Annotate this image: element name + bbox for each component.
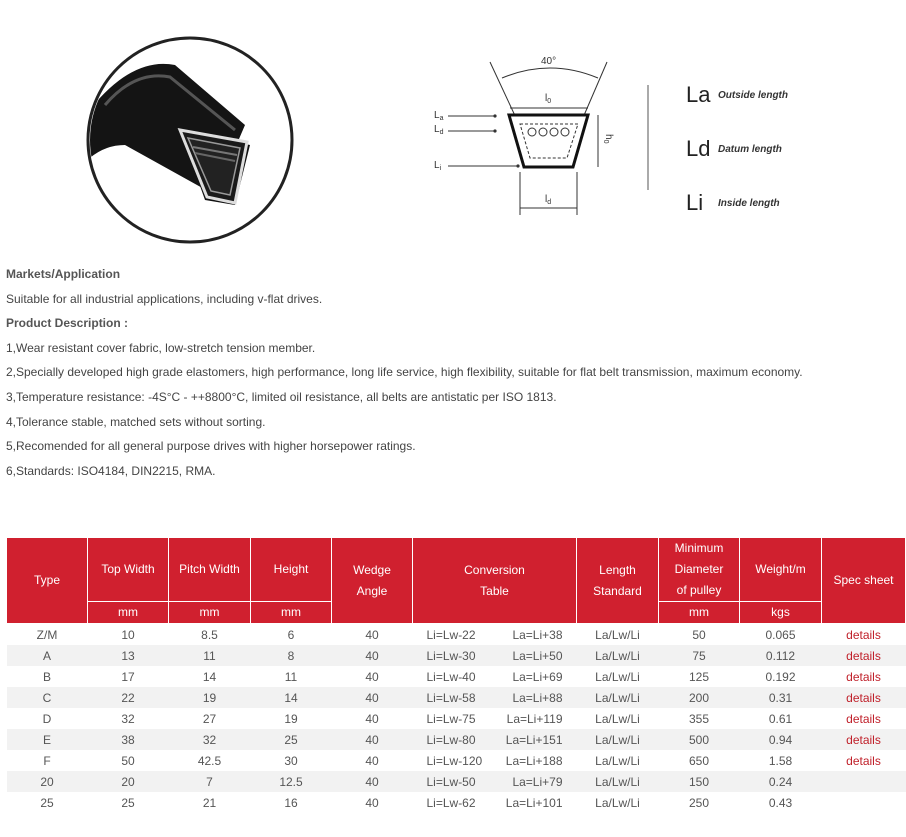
cross-section-diagram: [420, 40, 660, 230]
cell-type: Z/M: [36, 627, 58, 642]
legend-symbol: Li: [686, 190, 704, 215]
cell-pitch-width: 32: [169, 729, 251, 750]
cell-top-width: 10: [121, 627, 135, 642]
cell-spec-sheet[interactable]: details: [822, 645, 906, 666]
cell-length-standard: La/Lw/Li: [577, 687, 659, 708]
cell-weight: 0.112: [740, 645, 822, 666]
cell-pitch-width: 11: [169, 645, 251, 666]
description-item: 2,Specially developed high grade elastomers, high performance, long life service, high flexibility, suitable for flat belt transmission, maximum economy.: [6, 365, 803, 380]
cell-type: C: [7, 687, 88, 708]
cell-length-standard: La/Lw/Li: [595, 627, 640, 642]
cell-top-width: 32: [121, 711, 135, 726]
header-pitch-width: Pitch Width: [169, 538, 251, 602]
cell-conversion: [413, 750, 577, 771]
height-label: $h_0$: [602, 134, 614, 144]
unit-top-width: mm: [88, 602, 169, 624]
cell-weight: 0.61: [768, 711, 793, 726]
cell-height: 8: [251, 645, 332, 666]
table-row: [7, 729, 906, 750]
cell-length-standard: La/Lw/Li: [577, 729, 659, 750]
cell-top-width: 22: [88, 687, 169, 708]
cell-height: 30: [284, 753, 298, 768]
v-belt-image: [85, 35, 295, 245]
header-spec-sheet: Spec sheet: [822, 538, 906, 624]
cell-top-width: 17: [121, 669, 135, 684]
cell-top-width: 13: [88, 645, 169, 666]
cell-type: 25: [40, 795, 54, 810]
product-description: [6, 262, 886, 483]
cell-length-standard: La/Lw/Li: [595, 753, 640, 768]
table-row: [7, 687, 906, 708]
description-item: 1,Wear resistant cover fabric, low-stretch tension member.: [6, 340, 316, 355]
unit-pitch-width: mm: [169, 602, 251, 624]
cell-wedge-angle: 40: [365, 753, 379, 768]
unit-weight: kgs: [740, 602, 822, 624]
description-item: 4,Tolerance stable, matched sets without sorting.: [6, 414, 266, 429]
conversion-outside: La=Li+119: [506, 711, 563, 726]
cell-min-diameter: 125: [688, 669, 710, 684]
cell-min-diameter: 650: [688, 753, 710, 768]
cell-pitch-width: 8.5: [201, 627, 218, 642]
conversion-inside: Li=Lw-22: [426, 627, 476, 642]
ld-marker: $L_d$: [434, 124, 444, 136]
cell-pitch-width: 19: [169, 687, 251, 708]
cell-conversion: [413, 687, 577, 708]
top-width-label: $l_0$: [545, 93, 552, 105]
header-type: Type: [7, 538, 88, 624]
header-top-width: Top Width: [88, 538, 169, 602]
conversion-inside: Li=Lw-75: [426, 711, 476, 726]
cell-spec-sheet: [822, 771, 906, 792]
cell-type: A: [7, 645, 88, 666]
legend-label: Inside length: [718, 197, 780, 209]
cell-weight: 0.192: [765, 669, 796, 684]
conversion-inside: Li=Lw-58: [426, 690, 476, 705]
cell-spec-sheet[interactable]: details: [846, 669, 881, 684]
cell-pitch-width: 42.5: [197, 753, 222, 768]
legend-inside-length: [686, 176, 846, 230]
header-height: Height: [251, 538, 332, 602]
conversion-outside: La=Li+50: [512, 648, 563, 663]
cell-conversion: [413, 666, 577, 687]
cell-weight: 0.94: [740, 729, 822, 750]
header-conversion-table: Conversion Table: [413, 538, 577, 624]
conversion-outside: La=Li+101: [505, 795, 563, 810]
conversion-outside: La=Li+88: [512, 690, 563, 705]
legend-symbol: La: [686, 82, 711, 107]
cell-length-standard: La/Lw/Li: [595, 795, 640, 810]
table-row: [7, 624, 906, 646]
header-weight: Weight/m: [740, 538, 822, 602]
cell-spec-sheet: [822, 792, 906, 813]
cell-wedge-angle: 40: [365, 669, 379, 684]
cell-spec-sheet[interactable]: details: [846, 627, 881, 642]
cell-weight: 0.065: [765, 627, 796, 642]
cell-height: 12.5: [251, 771, 332, 792]
conversion-outside: La=Li+188: [505, 753, 563, 768]
conversion-inside: Li=Lw-30: [426, 648, 476, 663]
cell-type: E: [7, 729, 88, 750]
description-item: 3,Temperature resistance: -4S°C - ++8800°C, limited oil resistance, all belts are antistatic per ISO 1813.: [6, 389, 557, 404]
cell-conversion: [413, 624, 577, 646]
markets-text: Suitable for all industrial applications, including v-flat drives.: [6, 291, 323, 306]
cell-spec-sheet[interactable]: details: [822, 729, 906, 750]
cell-type: B: [42, 669, 51, 684]
cell-length-standard: La/Lw/Li: [577, 771, 659, 792]
cell-height: 11: [284, 669, 298, 684]
length-legend: [686, 68, 846, 230]
legend-label: Datum length: [718, 143, 782, 155]
conversion-inside: Li=Lw-62: [426, 795, 476, 810]
product-hero: [0, 0, 906, 250]
cell-weight: 0.43: [768, 795, 793, 810]
description-item: 5,Recomended for all general purpose drives with higher horsepower ratings.: [6, 439, 416, 454]
conversion-outside: La=Li+38: [512, 627, 563, 642]
cell-pitch-width: 14: [202, 669, 217, 684]
description-item: 6,Standards: ISO4184, DIN2215, RMA.: [6, 463, 216, 478]
cell-height: 14: [251, 687, 332, 708]
cell-conversion: [413, 729, 577, 750]
cell-conversion: [413, 792, 577, 813]
table-row: [7, 666, 906, 687]
cell-min-diameter: 200: [659, 687, 740, 708]
cell-top-width: 50: [121, 753, 135, 768]
unit-min-diameter: mm: [659, 602, 740, 624]
spec-table: [6, 537, 906, 813]
spec-table-body: [7, 624, 906, 814]
conversion-outside: La=Li+151: [505, 732, 563, 747]
cell-min-diameter: 75: [659, 645, 740, 666]
table-row: [7, 750, 906, 771]
cell-pitch-width: 27: [202, 711, 217, 726]
description-heading: Product Description :: [6, 316, 129, 331]
header-wedge-angle: Wedge Angle: [332, 538, 413, 624]
legend-label: Outside length: [718, 89, 788, 101]
markets-heading: Markets/Application: [6, 267, 121, 281]
cell-height: 19: [284, 711, 298, 726]
cell-length-standard: La/Lw/Li: [577, 645, 659, 666]
cell-wedge-angle: 40: [332, 771, 413, 792]
cell-pitch-width: 7: [169, 771, 251, 792]
cell-wedge-angle: 40: [365, 627, 379, 642]
cell-type: D: [42, 711, 52, 726]
cell-pitch-width: 21: [202, 795, 217, 810]
conversion-inside: Li=Lw-80: [426, 732, 476, 747]
cell-spec-sheet[interactable]: details: [822, 687, 906, 708]
li-marker: $L_i$: [434, 160, 442, 172]
cell-wedge-angle: 40: [365, 711, 379, 726]
angle-label: 40°: [541, 56, 557, 67]
cell-type: 20: [7, 771, 88, 792]
cell-length-standard: La/Lw/Li: [595, 711, 640, 726]
cell-top-width: 38: [88, 729, 169, 750]
cell-conversion: [413, 708, 577, 729]
conversion-inside: Li=Lw-50: [426, 774, 476, 789]
cell-height: 6: [287, 627, 295, 642]
cell-top-width: 20: [88, 771, 169, 792]
cell-min-diameter: 150: [659, 771, 740, 792]
cell-weight: 0.31: [740, 687, 822, 708]
header-min-diameter: Minimum Diameter of pulley: [659, 538, 740, 602]
cell-wedge-angle: 40: [332, 687, 413, 708]
table-row: [7, 645, 906, 666]
cell-top-width: 25: [121, 795, 135, 810]
conversion-inside: Li=Lw-120: [426, 753, 483, 768]
conversion-outside: La=Li+69: [512, 669, 563, 684]
cell-length-standard: La/Lw/Li: [595, 669, 640, 684]
cell-type: F: [43, 753, 51, 768]
cell-min-diameter: 250: [688, 795, 710, 810]
conversion-inside: Li=Lw-40: [426, 669, 476, 684]
cell-wedge-angle: 40: [332, 645, 413, 666]
header-length-standard: Length Standard: [577, 538, 659, 624]
table-row: [7, 771, 906, 792]
cell-wedge-angle: 40: [332, 729, 413, 750]
cell-weight: 1.58: [768, 753, 793, 768]
cell-spec-sheet[interactable]: details: [846, 753, 881, 768]
table-row: [7, 708, 906, 729]
conversion-outside: La=Li+79: [512, 774, 563, 789]
la-marker: $L_a$: [434, 110, 444, 122]
cell-weight: 0.24: [740, 771, 822, 792]
cell-height: 25: [251, 729, 332, 750]
legend-datum-length: [686, 122, 846, 176]
table-row: [7, 792, 906, 813]
cell-height: 16: [284, 795, 298, 810]
legend-outside-length: [686, 68, 846, 122]
cell-spec-sheet[interactable]: details: [846, 711, 881, 726]
unit-height: mm: [251, 602, 332, 624]
cell-min-diameter: 355: [688, 711, 710, 726]
legend-symbol: Ld: [686, 136, 711, 161]
pitch-width-label: $l_d$: [545, 194, 552, 206]
cell-min-diameter: 50: [692, 627, 706, 642]
cell-conversion: [413, 645, 577, 666]
cell-min-diameter: 500: [659, 729, 740, 750]
cell-wedge-angle: 40: [365, 795, 379, 810]
cell-conversion: [413, 771, 577, 792]
